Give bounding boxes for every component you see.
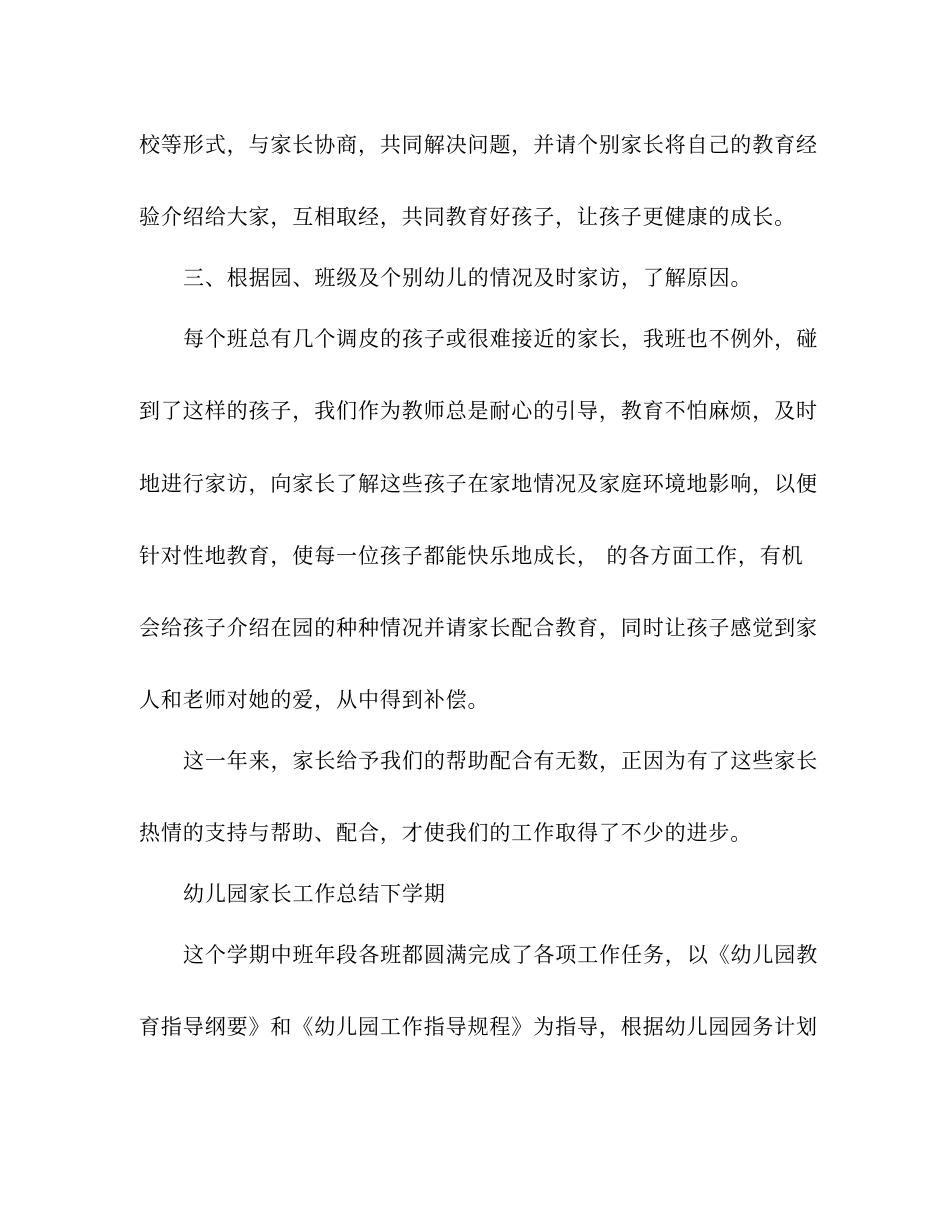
paragraph-line: 人和老师对她的爱，从中得到补偿。 [139, 688, 490, 712]
paragraph-line: 验介绍给大家，互相取经，共同教育好孩子，让孩子更健康的成长。 [139, 205, 796, 229]
paragraph-line: 这一年来，家长给予我们的帮助配合有无数，正因为有了这些家长 [183, 749, 819, 773]
paragraph-line: 会给孩子介绍在园的种种情况并请家长配合教育，同时让孩子感觉到家 [139, 616, 818, 640]
paragraph-line: 地进行家访，向家长了解这些孩子在家地情况及家庭环境地影响，以便 [139, 472, 818, 496]
paragraph-line: 到了这样的孩子，我们作为教师总是耐心的引导，教育不怕麻烦，及时 [139, 399, 818, 423]
section-heading: 三、根据园、班级及个别幼儿的情况及时家访，了解原因。 [183, 266, 753, 290]
paragraph-line: 每个班总有几个调皮的孩子或很难接近的家长，我班也不例外，碰 [183, 327, 819, 351]
paragraph-line: 针对性地教育，使每一位孩子都能快乐地成长， 的各方面工作，有机 [139, 544, 804, 568]
section-title: 幼儿园家长工作总结下学期 [183, 882, 446, 906]
paragraph-line: 校等形式，与家长协商，共同解决问题，并请个别家长将自己的教育经 [139, 133, 818, 157]
paragraph-line: 育指导纲要》和《幼儿园工作指导规程》为指导，根据幼儿园园务计划 [139, 1015, 818, 1039]
paragraph-line: 这个学期中班年段各班都圆满完成了各项工作任务，以《幼儿园教 [183, 943, 819, 967]
paragraph-line: 热情的支持与帮助、配合，才使我们的工作取得了不少的进步。 [139, 821, 753, 845]
